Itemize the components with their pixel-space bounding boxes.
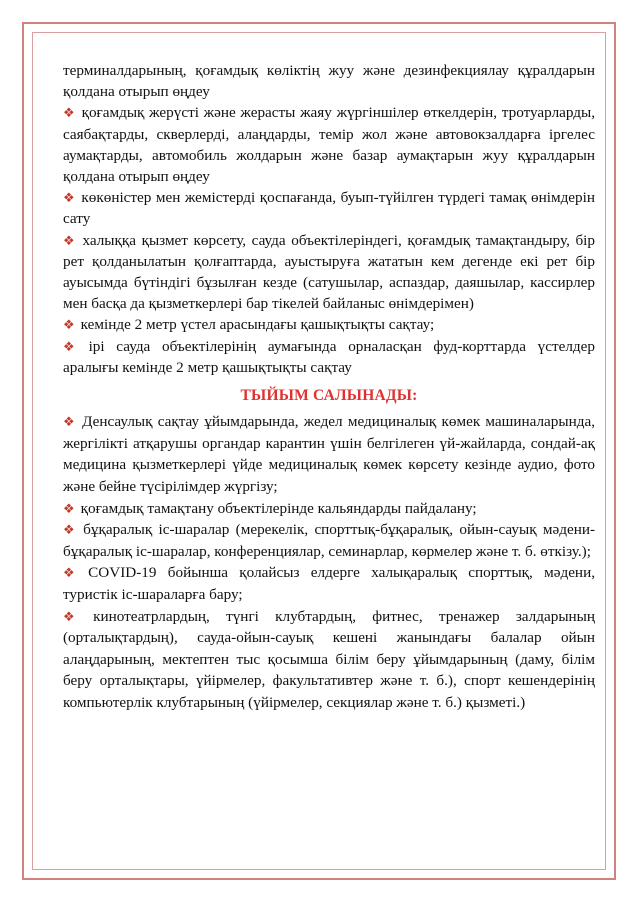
- diamond-bullet-icon: ❖: [63, 608, 88, 624]
- diamond-bullet-icon: ❖: [63, 414, 77, 430]
- list-item-text: COVID-19 бойынша қолайсыз елдерге халықаралық спорттық, мәдени, туристік іс-шараларға бару;: [63, 564, 595, 603]
- list-item-text: Денсаулық сақтау ұйымдарында, жедел медициналық көмек машиналарында, жергілікті атқарушы органдар карантин үшін белгілеген үй-жайларда, сондай-ақ медицина қызметкерлері үйде медициналық көмек көрсету кезінде аудио, фото және бейне түсірілімдер жүргізу;: [63, 413, 595, 496]
- list-item: [63, 336, 595, 378]
- diamond-bullet-icon: ❖: [63, 522, 78, 538]
- list-item: [63, 187, 595, 229]
- document-body: [63, 60, 595, 714]
- diamond-bullet-icon: ❖: [63, 190, 76, 206]
- list-item: [63, 562, 595, 605]
- list-item-text: қоғамдық жерүсті және жерасты жаяу жүргіншілер өткелдерін, тротуарларды, саябақтарды, скверлерді, алаңдарды, темір жол және автовокзалдарға іргелес аумақтарды, автомобиль жолдарын және базар аумақтарын жуу құралдарын қолдана отырып өңдеу: [63, 104, 596, 186]
- list-item-text: халыққа қызмет көрсету, сауда объектілеріндегі, қоғамдық тамақтандыру, бір рет қолданылатын қолғаптарда, ауыстыруға жататын кем дегенде екі рет бір ауысымда бүтіндігі бұзылған кезде (сатушылар, аспаздар, даяшылар, кассирлер мен басқа да қызметкерлері бар тікелей байланыс өнімдерімен): [63, 231, 595, 313]
- diamond-bullet-icon: ❖: [63, 338, 83, 354]
- prohibited-heading: ТЫЙЫМ САЛЫНАДЫ:: [240, 387, 418, 405]
- prohibited-section: [63, 411, 595, 713]
- list-item-text: көкөністер мен жемістерді қоспағанда, буып-түйілген түрдегі тамақ өнімдерін сату: [63, 189, 595, 228]
- diamond-bullet-icon: ❖: [63, 232, 77, 248]
- list-item: [63, 411, 595, 497]
- list-item-text: терминалдарының, қоғамдық көліктің жуу және дезинфекциялау құралдарын қолдана отырып өңдеу: [63, 62, 595, 101]
- hygiene-measures-section: [63, 60, 595, 378]
- list-item: [63, 60, 595, 102]
- list-item: [63, 498, 595, 520]
- diamond-bullet-icon: ❖: [63, 500, 75, 516]
- list-item-text: қоғамдық тамақтану объектілерінде кальяндарды пайдалану;: [80, 499, 477, 517]
- list-item-text: кинотеатрлардың, түнгі клубтардың, фитнес, тренажер залдарының (орталықтардың), сауда-ойын-сауық кешені жанындағы балалар ойын алаңдарының, мектептен тыс қосымша білім беру ұйымдарының (даму, білім беру орталықтары, үйірмелер, факультативтер және т. б.), спорт кешендерінің компьютерлік клубтарының (үйірмелер, секциялар және т. б.) қызметі.): [63, 607, 595, 711]
- list-item: [63, 606, 595, 714]
- diamond-bullet-icon: ❖: [63, 105, 76, 121]
- list-item-text: бұқаралық іс-шаралар (мерекелік, спорттық-бұқаралық, ойын-сауық мәдени-бұқаралық іс-шаралар, конференциялар, семинарлар, көрмелер және т. б. өткізу.);: [63, 521, 596, 560]
- diamond-bullet-icon: ❖: [63, 565, 83, 581]
- list-item: [63, 102, 595, 187]
- list-item: [63, 314, 595, 335]
- list-item: [63, 519, 595, 562]
- list-item: [63, 230, 595, 315]
- list-item-text: кемінде 2 метр үстел арасындағы қашықтықты сақтау;: [80, 316, 435, 334]
- list-item-text: ірі сауда объектілерінің аумағында орналасқан фуд-корттарда үстелдер аралығы кемінде 2 метр қашықтықты сақтау: [63, 337, 595, 376]
- diamond-bullet-icon: ❖: [63, 317, 75, 333]
